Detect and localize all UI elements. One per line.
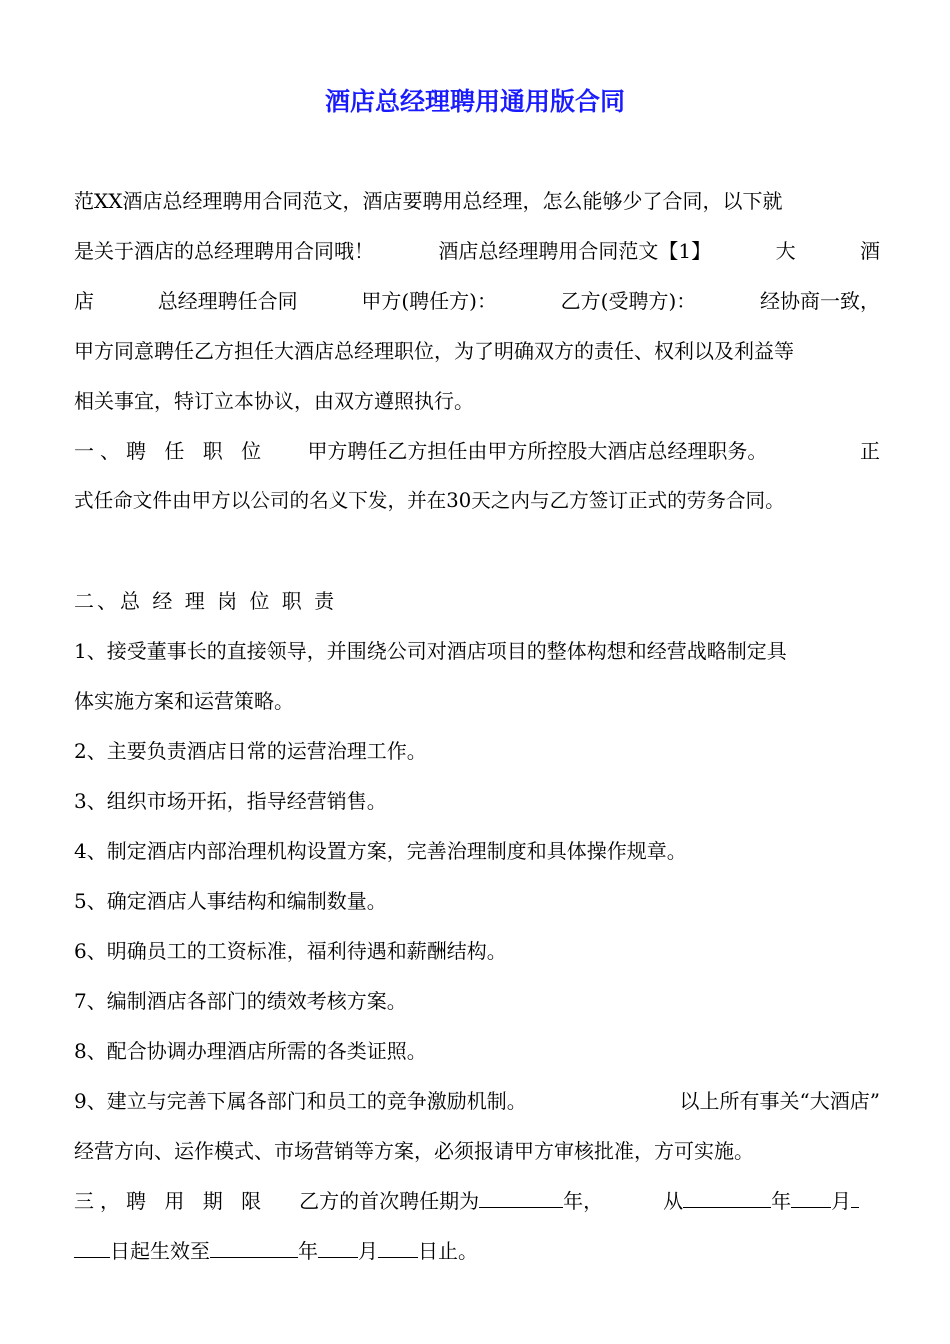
section3-day3: 日止。 (418, 1239, 478, 1263)
section2-item4: 4、制定酒店内部治理机构设置方案，完善治理制度和具体操作规章。 (74, 839, 687, 863)
section2-item3: 3、组织市场开拓，指导经营销售。 (74, 789, 387, 813)
intro-line-5: 相关事宜，特订立本协议，由双方遵照执行。 (74, 389, 474, 413)
intro-line-4: 甲方同意聘任乙方担任大酒店总经理职位，为了明确双方的责任、权利以及利益等 (74, 339, 794, 363)
section2-item7: 7、编制酒店各部门的绩效考核方案。 (74, 989, 407, 1013)
section3-heading: 三，聘 用 期 限 (74, 1189, 268, 1213)
section3-year3: 年 (298, 1239, 318, 1263)
section3-year: 年， (563, 1189, 604, 1213)
document-title: 酒店总经理聘用通用版合同 (324, 87, 625, 116)
intro-line-3-a: 店 (74, 289, 94, 313)
end-month-blank[interactable] (318, 1237, 358, 1258)
section2-item9-line2: 经营方向、运作模式、市场营销等方案，必须报请甲方审核批准，方可实施。 (74, 1139, 754, 1163)
section3-line2-a: 日起生效至 (110, 1239, 210, 1263)
end-day-blank[interactable] (378, 1237, 418, 1258)
start-day-blank-b[interactable] (74, 1237, 110, 1258)
intro-line-2-a: 是关于酒店的总经理聘用合同哦！ (74, 239, 374, 263)
section2-item6: 6、明确员工的工资标准，福利待遇和薪酬结构。 (74, 939, 507, 963)
section3-text-a: 乙方的首次聘任期为 (299, 1189, 480, 1213)
term-years-blank[interactable] (479, 1187, 563, 1208)
intro-line-2-d: 酒 (860, 239, 880, 263)
section1-line-1 (74, 436, 880, 466)
section2-item5: 5、确定酒店人事结构和编制数量。 (74, 889, 387, 913)
section2-item2: 2、主要负责酒店日常的运营治理工作。 (74, 739, 427, 763)
intro-line-3-e: 经协商一致， (759, 289, 880, 313)
section2-item8: 8、配合协调办理酒店所需的各类证照。 (74, 1039, 427, 1063)
intro-line-3-b: 总经理聘任合同 (157, 289, 298, 313)
section2-heading: 二、总 经 理 岗 位 职 责 (74, 589, 338, 613)
section1-text: 甲方聘任乙方担任由甲方所控股大酒店总经理职务。 (307, 439, 768, 463)
intro-line-1: 范XX酒店总经理聘用合同范文，酒店要聘用总经理，怎么能够少了合同，以下就 (74, 189, 783, 213)
section1-tail: 正 (860, 439, 880, 463)
section3-line-2 (74, 1236, 880, 1266)
intro-line-3 (74, 286, 880, 316)
section3-year2: 年 (771, 1189, 792, 1213)
section2-item1-line2: 体实施方案和运营策略。 (74, 689, 294, 713)
section2-item9-line1 (74, 1086, 880, 1116)
intro-line-2 (74, 236, 880, 266)
section1-heading: 一、聘 任 职 位 (74, 439, 268, 463)
section3-month: 月 (831, 1189, 852, 1213)
start-day-blank-a[interactable] (851, 1187, 859, 1208)
section3-from: 从 (663, 1189, 684, 1213)
start-year-blank[interactable] (683, 1187, 771, 1208)
intro-line-3-d: 乙方(受聘方)： (560, 289, 697, 313)
intro-line-2-b: 酒店总经理聘用合同范文【1】 (438, 239, 712, 263)
section3-line-1 (74, 1186, 880, 1216)
section2-item9-b: 以上所有事关“大酒店” (679, 1089, 880, 1113)
section2-item9-a: 9、建立与完善下属各部门和员工的竞争激励机制。 (74, 1089, 527, 1113)
intro-line-3-c: 甲方(聘任方)： (361, 289, 497, 313)
start-month-blank[interactable] (791, 1187, 831, 1208)
section2-item1-line1: 1、接受董事长的直接领导，并围绕公司对酒店项目的整体构想和经营战略制定具 (74, 639, 787, 663)
section1-line-2: 式任命文件由甲方以公司的名义下发，并在30天之内与乙方签订正式的劳务合同。 (74, 489, 785, 512)
intro-line-2-c: 大 (775, 239, 796, 263)
section3-month3: 月 (358, 1239, 378, 1263)
end-year-blank[interactable] (210, 1237, 298, 1258)
